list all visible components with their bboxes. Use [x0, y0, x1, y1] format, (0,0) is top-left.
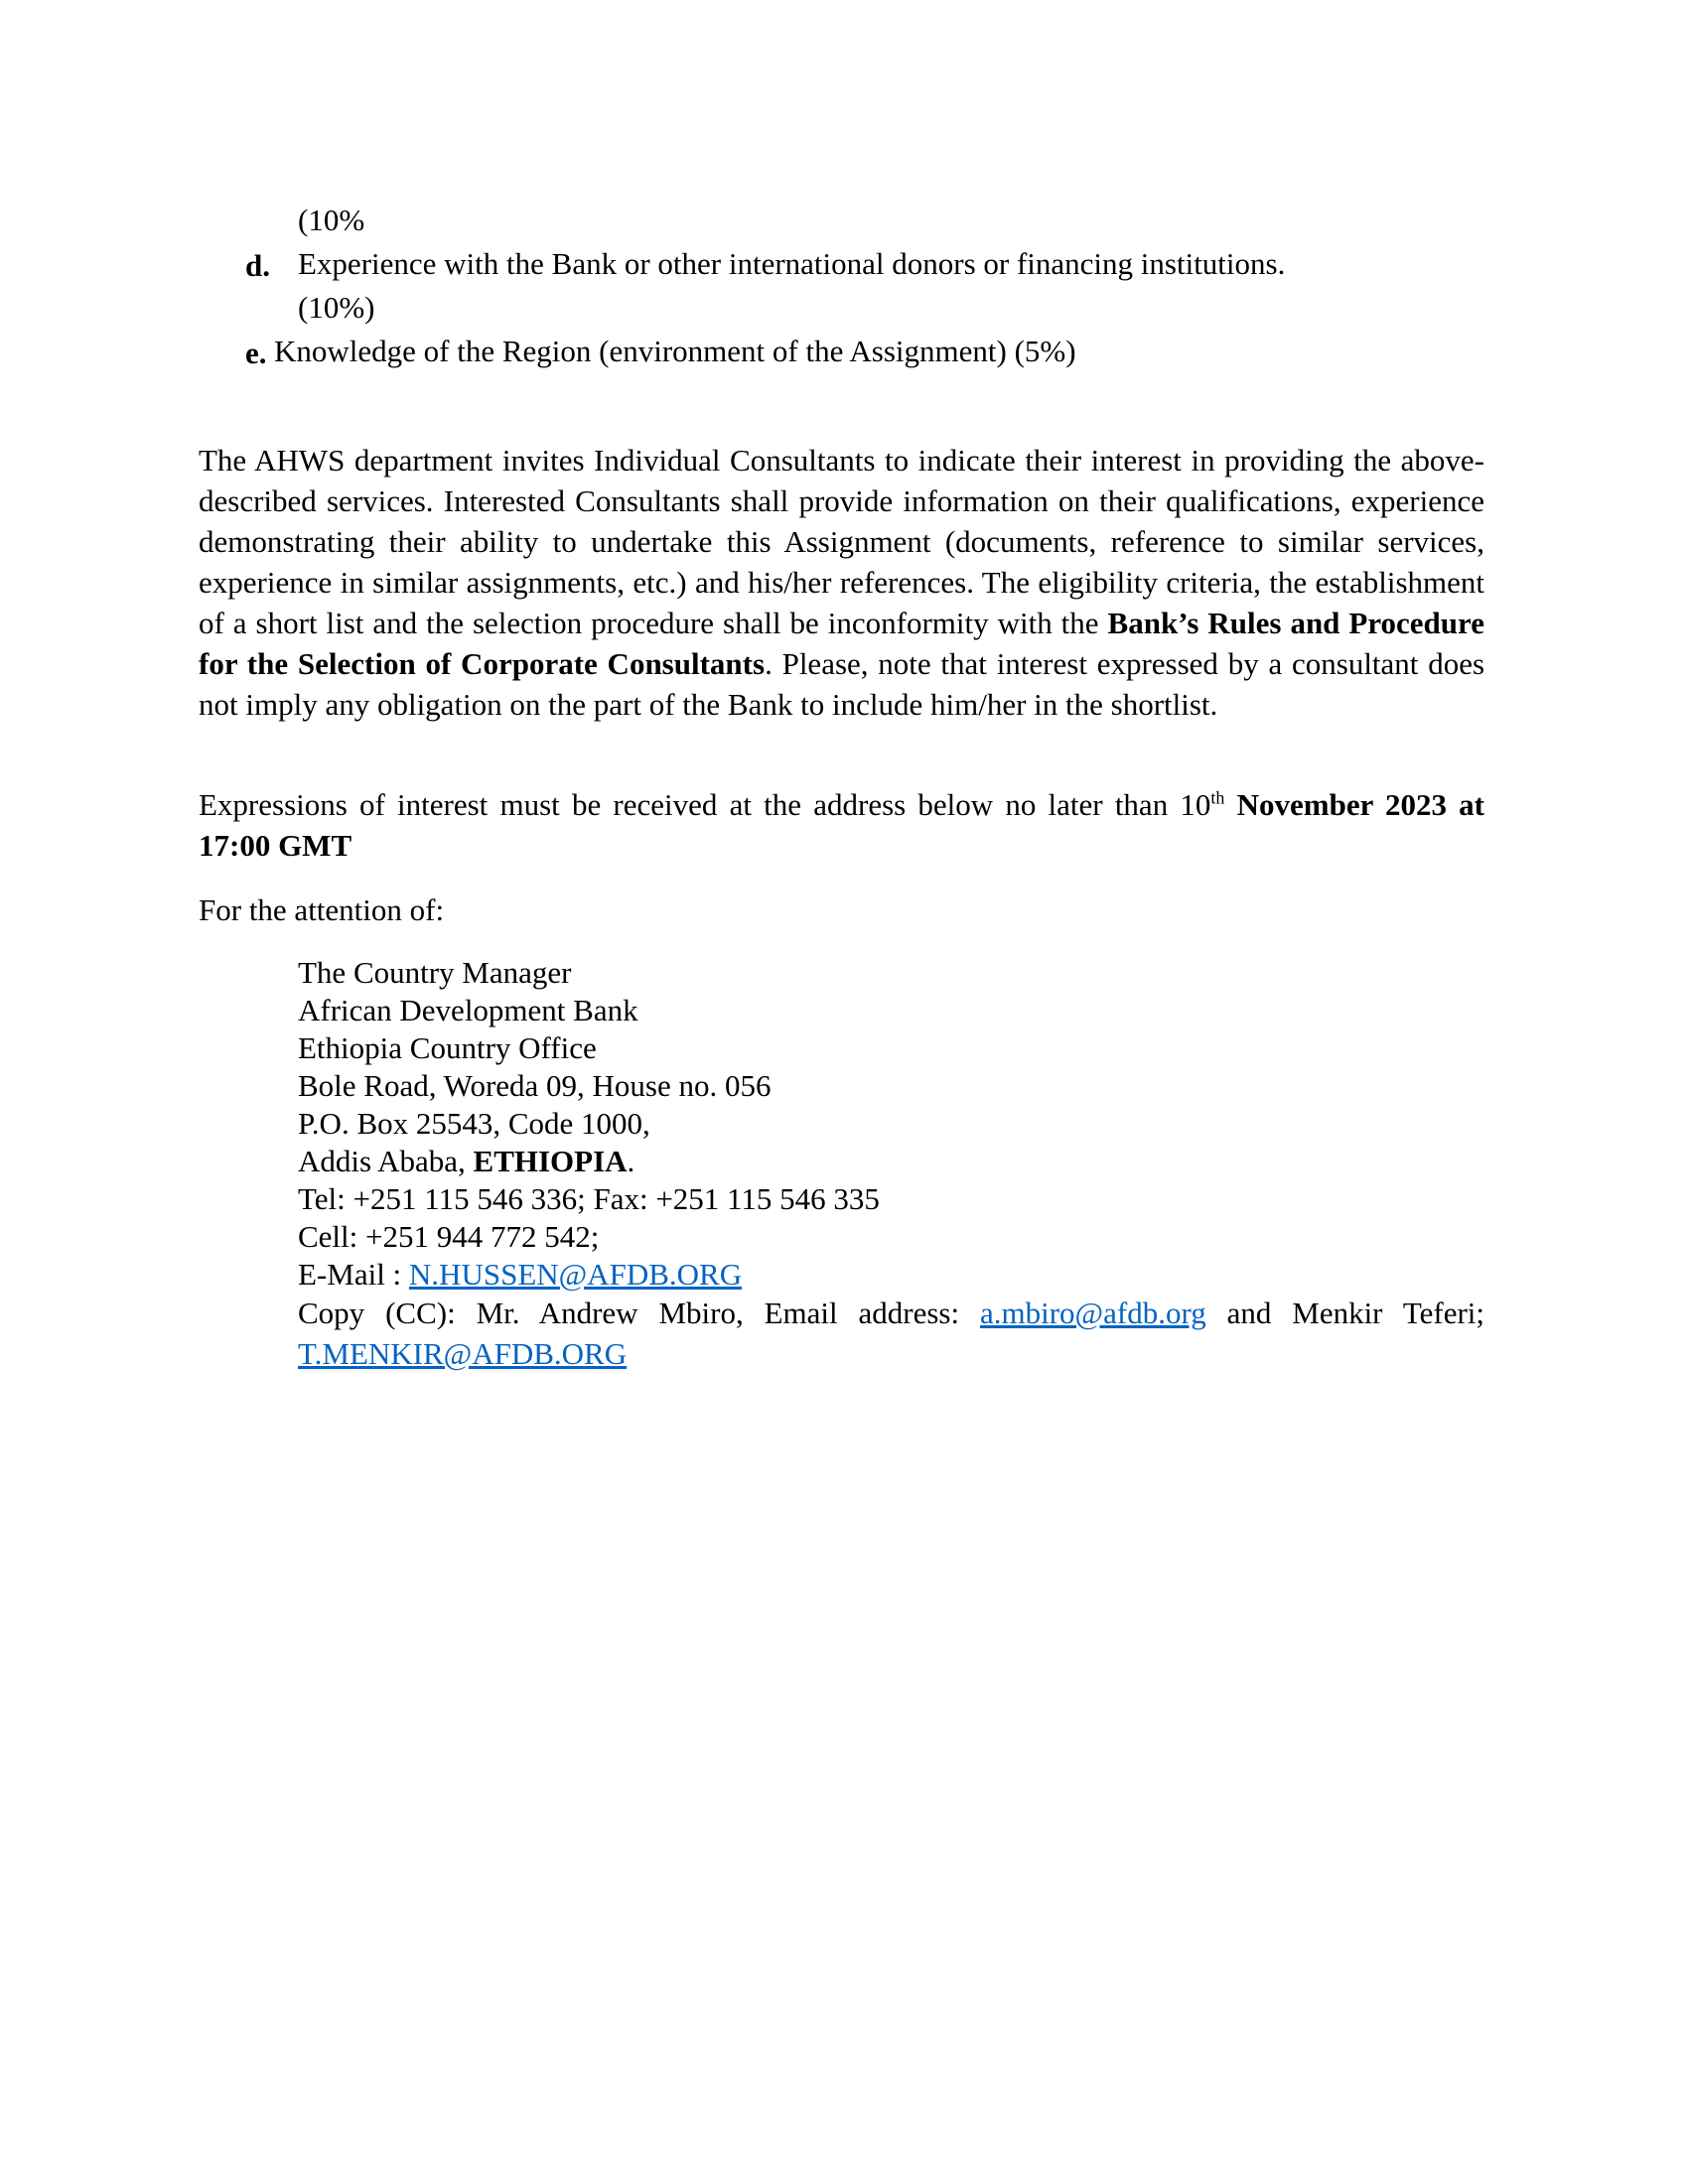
- address-line-5: P.O. Box 25543, Code 1000,: [298, 1106, 650, 1141]
- deadline-superscript: th: [1210, 787, 1225, 808]
- rules-reference: Bank’s Rules and Procedure for the Selection of Corporate Consultants: [199, 606, 1484, 681]
- address-line-2: African Development Bank: [298, 993, 638, 1027]
- copy-email-1-link[interactable]: a.mbiro@afdb.org: [980, 1296, 1206, 1330]
- copy-prefix: Copy (CC): Mr. Andrew Mbiro, Email address:: [298, 1296, 980, 1330]
- email-label: E-Mail :: [298, 1257, 409, 1292]
- invitation-text-part2: . Please, note that interest expressed by a consultant does not imply any obligation on the part of the Bank to include him/her in the shortlist.: [199, 646, 1485, 722]
- criterion-d-marker: d.: [245, 248, 270, 283]
- copy-line: [298, 1297, 1484, 1328]
- criterion-c-tail: (10%: [298, 203, 365, 237]
- invitation-text-part1: The AHWS department invites Individual Consultants to indicate their interest in providing the above-described services. Interested Consultants shall provide information on their qualifications, experience demonstrating their ability to undertake this Assignment (documents, reference to similar services, experience in similar assignments, etc.) and his/her references. The eligibility criteria, the establishment of a short list and the selection procedure shall be inconformity with the: [199, 443, 1484, 640]
- tel-fax-line: Tel: +251 115 546 336; Fax: +251 115 546 335: [298, 1181, 880, 1216]
- address-line-6: [298, 1146, 634, 1176]
- deadline-date: November 2023 at 17:00 GMT: [199, 787, 1484, 863]
- attention-label: For the attention of:: [199, 892, 445, 927]
- address-line-1: The Country Manager: [298, 955, 572, 990]
- deadline-paragraph: [199, 784, 1484, 866]
- email-line: [298, 1259, 742, 1290]
- criterion-d-text: Experience with the Bank or other international donors or financing institutions.: [298, 246, 1286, 281]
- city: Addis Ababa,: [298, 1144, 474, 1178]
- address-line-4: Bole Road, Woreda 09, House no. 056: [298, 1068, 772, 1103]
- address-line-3: Ethiopia Country Office: [298, 1030, 597, 1065]
- country: ETHIOPIA: [473, 1144, 628, 1178]
- criterion-e-marker: e.: [245, 336, 267, 370]
- criterion-e-text: Knowledge of the Region (environment of the Assignment) (5%): [274, 334, 1076, 368]
- cell-line: Cell: +251 944 772 542;: [298, 1219, 600, 1254]
- invitation-paragraph: [199, 440, 1484, 725]
- copy-line-2: [298, 1338, 627, 1369]
- period: .: [627, 1144, 635, 1178]
- copy-email-2-link[interactable]: T.MENKIR@AFDB.ORG: [298, 1336, 628, 1371]
- deadline-text: Expressions of interest must be received at the address below no later than 10: [199, 787, 1211, 822]
- email-link[interactable]: N.HUSSEN@AFDB.ORG: [408, 1257, 743, 1292]
- copy-middle: and Menkir Teferi;: [1205, 1296, 1485, 1330]
- criterion-d-tail: (10%): [298, 290, 375, 325]
